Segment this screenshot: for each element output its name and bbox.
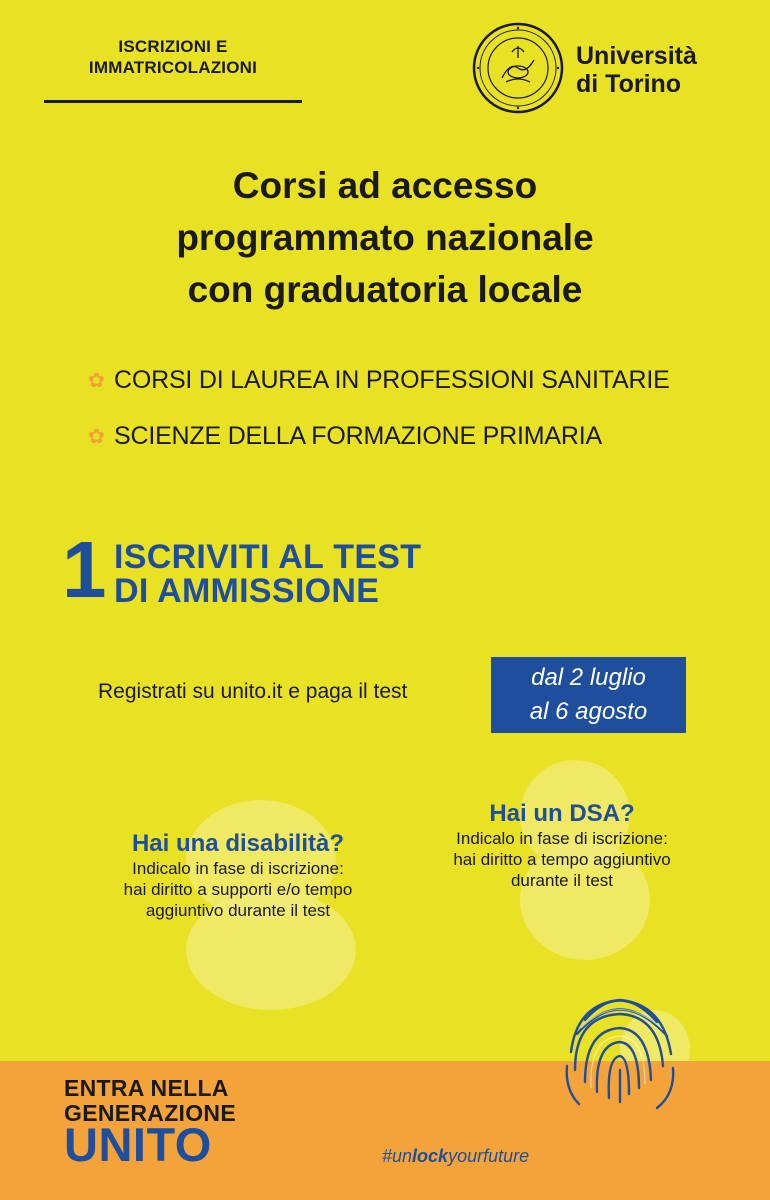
page-title-line: con graduatoria locale <box>187 269 583 310</box>
university-name-line: Università <box>576 42 697 70</box>
section-divider <box>44 100 302 103</box>
step-title-line: DI AMMISSIONE <box>114 572 380 610</box>
university-name-line: di Torino <box>576 70 682 98</box>
footer-brand: UNITO <box>64 1118 212 1171</box>
disability-text-line: aggiuntivo durante il test <box>145 901 331 920</box>
section-tag <box>44 36 302 78</box>
step-title <box>114 540 421 608</box>
footer-slogan-line: GENERAZIONE <box>64 1100 236 1126</box>
disability-text <box>48 858 428 921</box>
hashtag <box>382 1146 529 1167</box>
step-number: 1 <box>62 525 107 614</box>
disability-text-line: hai diritto a supporti e/o tempo <box>123 880 353 899</box>
disability-info <box>48 830 428 921</box>
disability-text-line: Indicalo in fase di iscrizione: <box>132 859 344 878</box>
dsa-text <box>412 828 712 891</box>
university-seal-icon <box>472 22 564 114</box>
page-title <box>60 160 710 316</box>
hashtag-suffix: yourfuture <box>448 1146 530 1166</box>
disability-title: Hai una disabilità? <box>131 830 345 857</box>
hashtag-bold: lock <box>412 1146 449 1166</box>
date-line: al 6 agosto <box>529 698 648 725</box>
registration-text: Registrati su unito.it e paga il test <box>98 680 408 703</box>
dsa-info <box>412 800 712 891</box>
dsa-text-line: durante il test <box>510 871 614 890</box>
flower-icon: ✿ <box>88 369 105 392</box>
flower-icon: ✿ <box>88 425 105 448</box>
page-title-line: programmato nazionale <box>176 217 594 258</box>
university-name <box>576 42 697 98</box>
dsa-title: Hai un DSA? <box>489 800 635 827</box>
course-label: CORSI DI LAUREA IN PROFESSIONI SANITARIE <box>114 365 670 394</box>
date-line: dal 2 luglio <box>531 664 646 691</box>
course-list <box>88 364 670 476</box>
fingerprint-icon <box>545 970 695 1120</box>
course-item <box>88 364 670 396</box>
hashtag-prefix: #un <box>382 1146 413 1166</box>
dsa-text-line: Indicalo in fase di iscrizione: <box>456 829 668 848</box>
step-title-line: ISCRIVITI AL TEST <box>114 538 422 576</box>
course-item <box>88 420 670 452</box>
dsa-text-line: hai diritto a tempo aggiuntivo <box>453 850 671 869</box>
section-tag-line: ISCRIZIONI E <box>118 37 228 56</box>
page-title-line: Corsi ad accesso <box>232 165 538 206</box>
course-label: SCIENZE DELLA FORMAZIONE PRIMARIA <box>114 421 602 450</box>
date-range-badge <box>491 657 686 733</box>
footer-slogan-line: ENTRA NELLA <box>64 1075 229 1101</box>
section-tag-line: IMMATRICOLAZIONI <box>88 58 258 77</box>
